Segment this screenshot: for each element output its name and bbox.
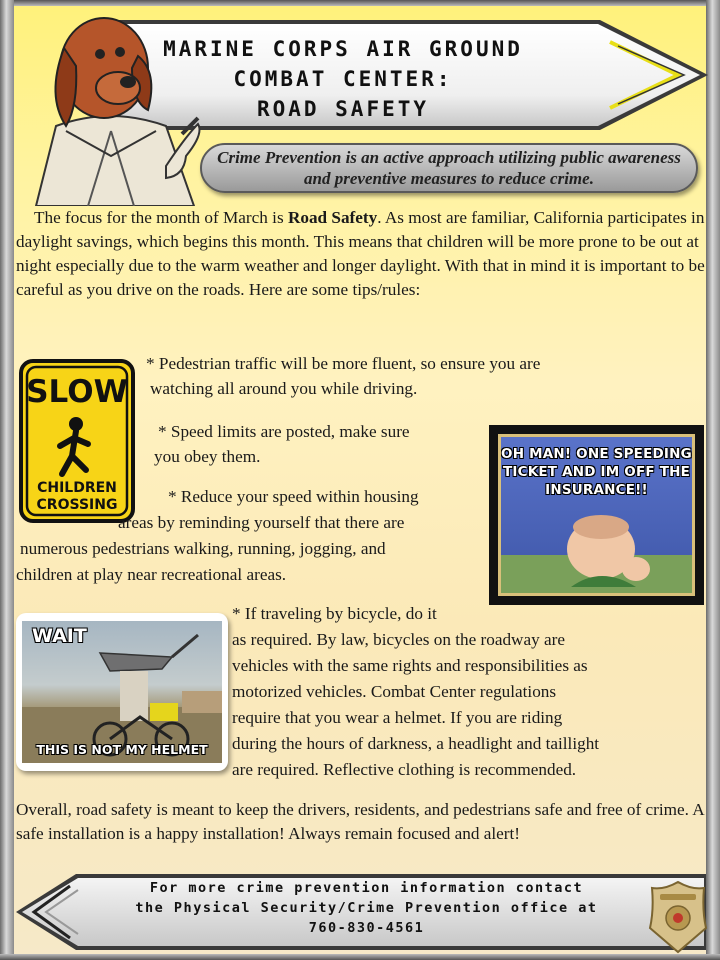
helmet-meme-top-text: WAIT bbox=[32, 625, 87, 647]
footer-banner bbox=[14, 870, 706, 954]
police-badge-icon bbox=[648, 880, 708, 954]
tip-pedestrian-line-2: watching all around you while driving. bbox=[150, 379, 418, 398]
speeding-ticket-meme bbox=[489, 425, 704, 605]
footer-line-1: For more crime prevention information contact bbox=[149, 880, 584, 896]
title-line-2: COMBAT CENTER: bbox=[233, 67, 453, 91]
tip-pedestrian-line-1: * Pedestrian traffic will be more fluent, so ensure you are bbox=[146, 354, 541, 373]
slow-children-crossing-sign bbox=[18, 358, 136, 524]
title-line-1: MARINE CORPS AIR GROUND bbox=[163, 37, 523, 61]
closing-paragraph: Overall, road safety is meant to keep the drivers, residents, and pedestrians safe and free of crime. A safe installation is a happy installation! Always remain focused and alert! bbox=[16, 800, 704, 843]
tip-bicycle-line-1: * If traveling by bicycle, do it bbox=[232, 604, 437, 623]
helmet-meme-bottom-text: THIS IS NOT MY HELMET bbox=[36, 742, 208, 757]
tip-speed-line-1: * Speed limits are posted, make sure bbox=[158, 422, 410, 441]
tip-bicycle-line-6: during the hours of darkness, a headlight and taillight bbox=[232, 734, 600, 753]
frame-right bbox=[706, 0, 720, 960]
frame-left bbox=[0, 0, 14, 960]
sign-line-children: CHILDREN bbox=[37, 480, 117, 496]
footer-line-2: the Physical Security/Crime Prevention office at bbox=[135, 900, 598, 916]
tip-bicycle-line-7: are required. Reflective clothing is recommended. bbox=[232, 760, 577, 779]
tip-housing-line-2: areas by reminding yourself that there are bbox=[118, 513, 405, 532]
tip-housing-line-4: children at play near recreational areas. bbox=[16, 565, 287, 584]
tip-housing-line-1: * Reduce your speed within housing bbox=[168, 487, 419, 506]
tagline-banner: Crime Prevention is an active approach utilizing public awareness and preventive measures to reduce crime. bbox=[200, 143, 698, 193]
mascot-dog-illustration bbox=[16, 6, 206, 206]
footer-phone: 760-830-4561 bbox=[308, 920, 425, 936]
intro-text-before: The focus for the month of March is bbox=[34, 208, 288, 227]
tip-speed-line-2: you obey them. bbox=[154, 447, 261, 466]
tip-bicycle-line-2: as required. By law, bicycles on the roadway are bbox=[232, 630, 565, 649]
tip-bicycle-line-5: require that you wear a helmet. If you are riding bbox=[232, 708, 563, 727]
frame-bottom bbox=[0, 954, 720, 960]
tip-bicycle-line-4: motorized vehicles. Combat Center regulations bbox=[232, 682, 557, 701]
sign-slow-text: SLOW bbox=[26, 374, 128, 410]
tip-bicycle-line-3: vehicles with the same rights and responsibilities as bbox=[232, 656, 588, 675]
intro-paragraph bbox=[16, 206, 706, 302]
intro-highlight: Road Safety bbox=[287, 208, 378, 227]
title-line-3: ROAD SAFETY bbox=[256, 97, 430, 121]
footer-contact bbox=[94, 878, 639, 938]
helmet-meme bbox=[16, 613, 228, 771]
intro-text-after: . As most are familiar, California participates in daylight savings, which begins this month. This means that children will be more prone to be out at night especially due to the warm weather and longer daylight. With that in mind it is important to be careful as you drive on the roads. Here are some tips/rules: bbox=[16, 208, 705, 299]
speeding-meme-caption: OH MAN! ONE SPEEDING TICKET AND IM OFF THE INSURANCE!! bbox=[501, 446, 692, 498]
sign-line-crossing: CROSSING bbox=[36, 497, 118, 513]
tip-housing-line-3: numerous pedestrians walking, running, jogging, and bbox=[20, 539, 386, 558]
